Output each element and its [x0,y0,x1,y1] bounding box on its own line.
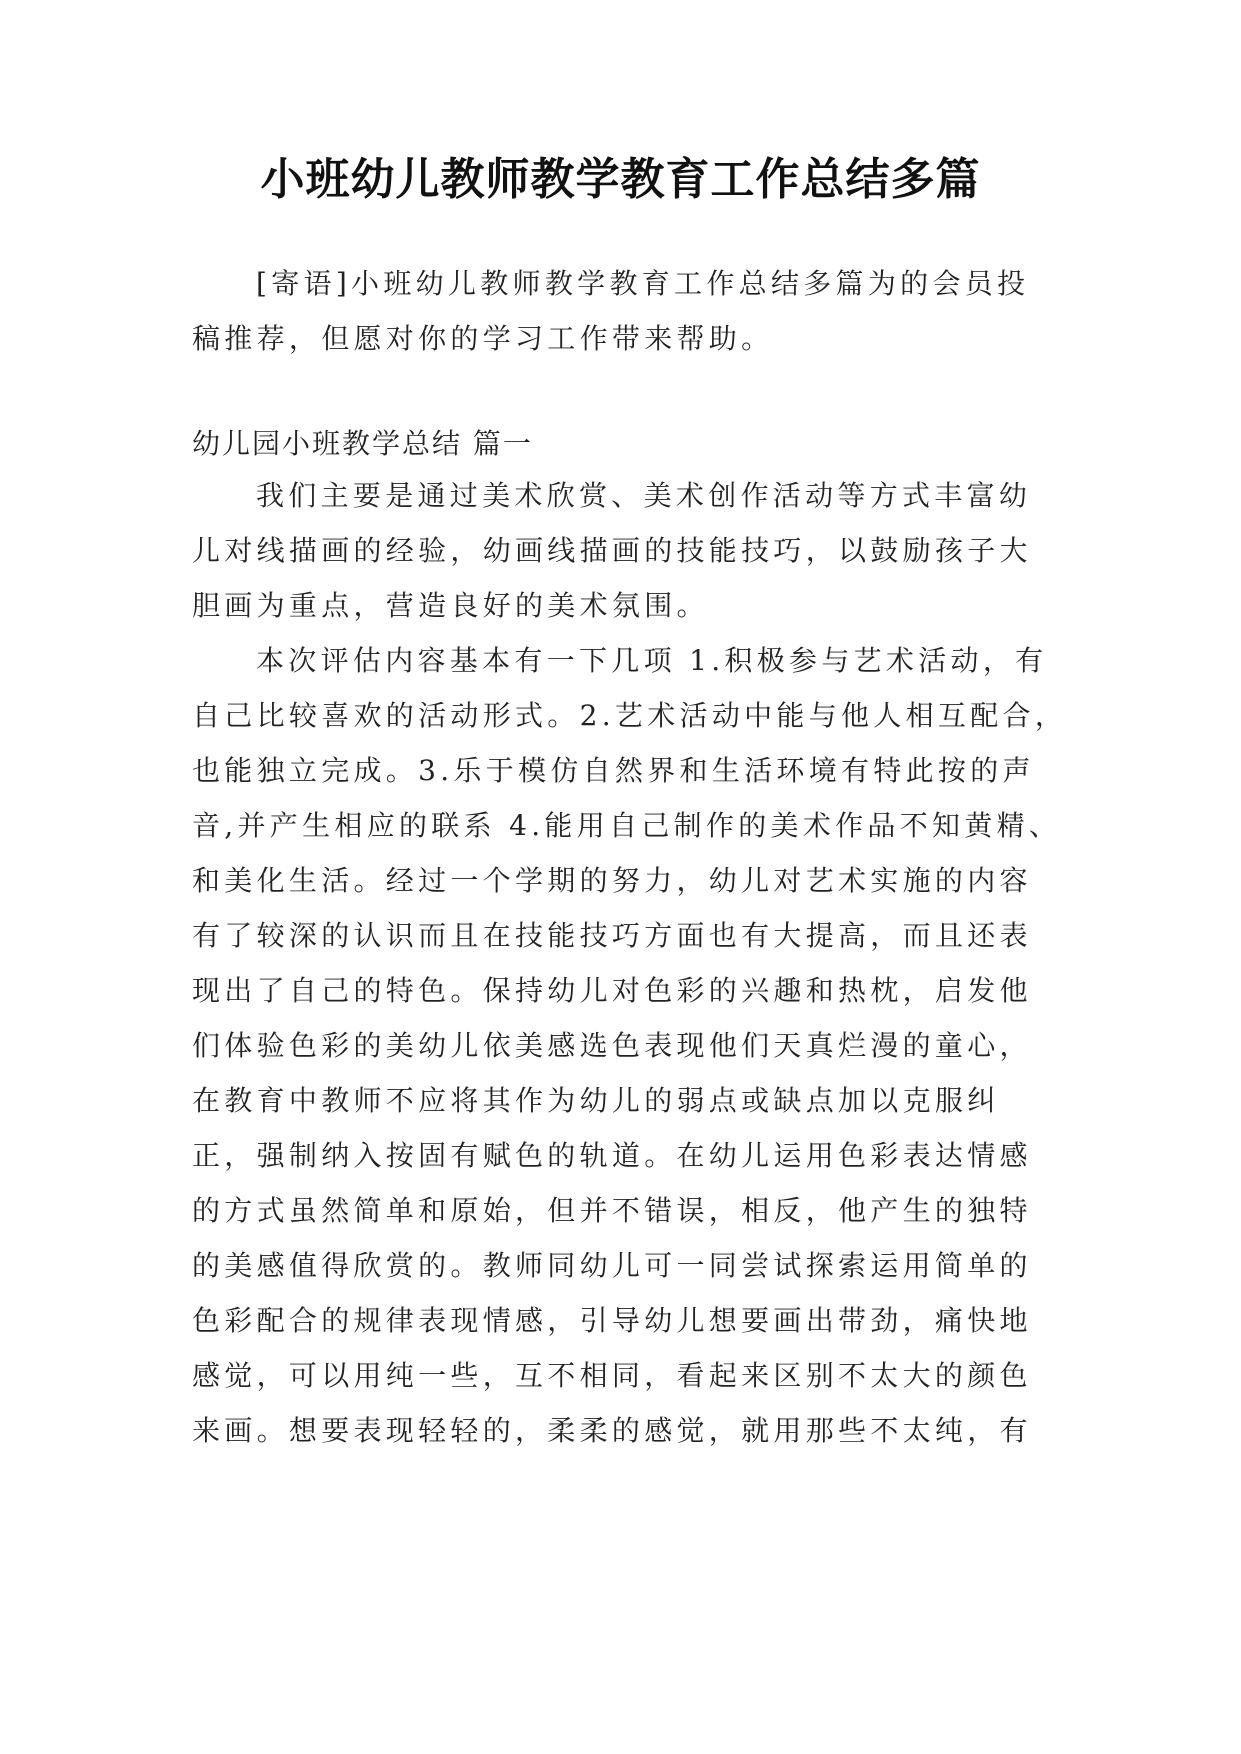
paragraph-line: 音,并产生相应的联系 4.能用自己制作的美术作品不知黄精、 [192,809,1062,842]
paragraph-line: 自己比较喜欢的活动形式。2.艺术活动中能与他人相互配合， [192,699,1068,732]
paragraph-line: 现出了自己的特色。保持幼儿对色彩的兴趣和热枕，启发他 [192,974,1032,1007]
document-title: 小班幼儿教师教学教育工作总结多篇 [260,154,981,205]
paragraph-line: 正，强制纳入按固有赋色的轨道。在幼儿运用色彩表达情感 [192,1139,1032,1172]
paragraph-line: 感觉，可以用纯一些，互不相同，看起来区别不太大的颜色 [192,1359,1032,1392]
intro-line: 稿推荐，但愿对你的学习工作带来帮助。 [192,322,774,355]
paragraph-line: 也能独立完成。3.乐于模仿自然界和生活环境有特此按的声 [192,754,1035,787]
paragraph-line: 儿对线描画的经验，幼画线描画的技能技巧，以鼓励孩子大 [192,534,1032,567]
paragraph-line: 们体验色彩的美幼儿依美感选色表现他们天真烂漫的童心， [192,1029,1032,1062]
paragraph-line: 本次评估内容基本有一下几项 1.积极参与艺术活动，有 [256,644,1048,677]
paragraph-line: 胆画为重点，营造良好的美术氛围。 [192,589,709,622]
paragraph-line: 色彩配合的规律表现情感，引导幼儿想要画出带劲，痛快地 [192,1304,1032,1337]
paragraph-line: 来画。想要表现轻轻的，柔柔的感觉，就用那些不太纯，有 [192,1414,1032,1447]
paragraph-line: 的方式虽然简单和原始，但并不错误，相反，他产生的独特 [192,1194,1032,1227]
paragraph-line: 我们主要是通过美术欣赏、美术创作活动等方式丰富幼 [256,479,1032,512]
intro-line: [寄语]小班幼儿教师教学教育工作总结多篇为的会员投 [256,267,1030,300]
paragraph-line: 的美感值得欣赏的。教师同幼儿可一同尝试探索运用简单的 [192,1249,1032,1282]
section-heading: 幼儿园小班教学总结 篇一 [192,427,533,460]
paragraph-line: 和美化生活。经过一个学期的努力，幼儿对艺术实施的内容 [192,864,1032,897]
paragraph-line: 有了较深的认识而且在技能技巧方面也有大提高，而且还表 [192,919,1032,952]
paragraph-line: 在教育中教师不应将其作为幼儿的弱点或缺点加以克服纠 [192,1084,1000,1117]
